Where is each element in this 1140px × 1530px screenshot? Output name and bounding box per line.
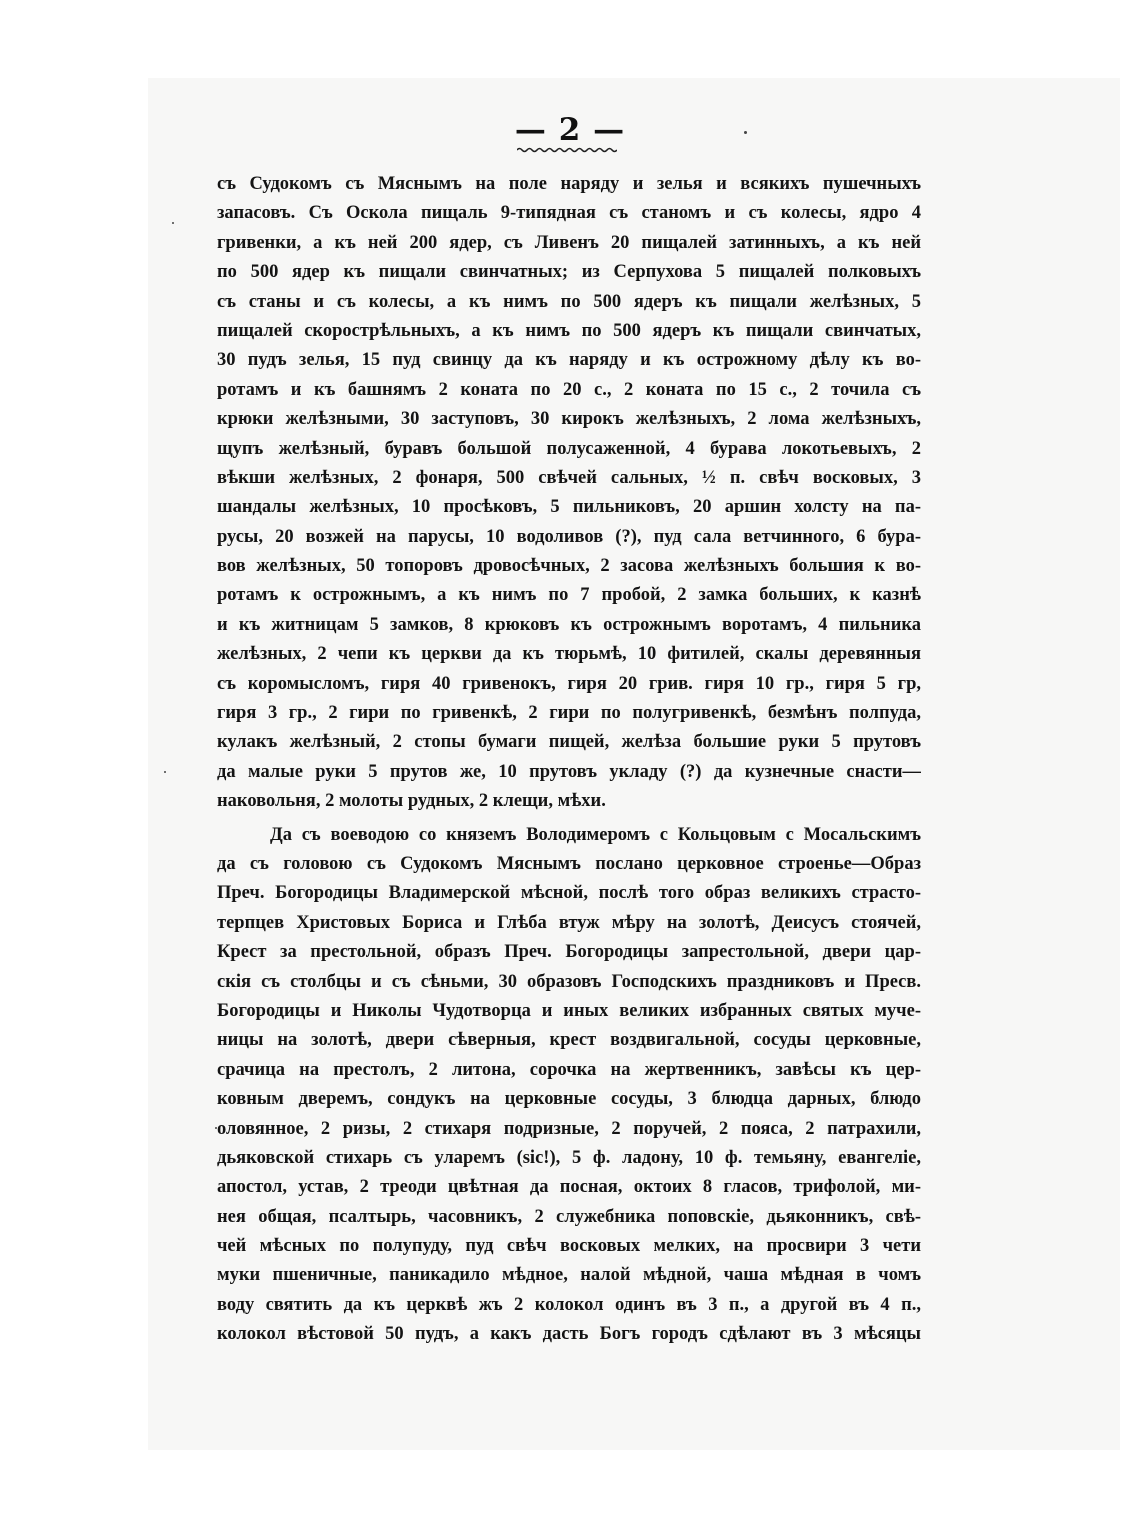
text-line: Богородицы и Николы Чудотворца и иных великих избранных святых муче-	[217, 1000, 921, 1021]
body-text	[217, 170, 921, 1350]
text-line: ротамъ к острожнымъ, а къ нимъ по 7 пробой, 2 замка больших, к казнѣ	[217, 585, 921, 606]
print-speck	[164, 771, 166, 773]
text-line: да малые руки 5 прутов же, 10 прутовъ укладу (?) да кузнечные снасти—	[217, 761, 921, 782]
text-line: кулакъ желѣзный, 2 стопы бумаги пищей, желѣза большие руки 5 прутовъ	[217, 732, 921, 753]
text-line: да съ головою съ Судокомъ Мяснымъ послано церковное строенье—Образ	[217, 853, 921, 874]
page-number: — 2 —	[514, 112, 626, 148]
text-line: ницы на золотѣ, двери сѣверныя, крест воздвигальной, сосуды церковные,	[217, 1030, 921, 1051]
text-line: муки пшеничные, паникадило мѣдное, налой мѣдной, чаша мѣдная в чомъ	[217, 1265, 921, 1286]
text-line: терпцев Христовых Бориса и Глѣба втуж мѣру на золотѣ, Деисусъ стоячей,	[217, 912, 921, 933]
text-line: оловянное, 2 ризы, 2 стихаря подризные, 2 поручей, 2 пояса, 2 патрахили,	[217, 1118, 921, 1139]
text-line: запасовъ. Съ Оскола пищаль 9-типядная съ станомъ и съ колесы, ядро 4	[217, 203, 921, 224]
text-line: пищалей скорострѣльныхъ, а къ нимъ по 500 ядеръ къ пищали свинчатых,	[217, 320, 921, 341]
text-line: нея общая, псалтырь, часовникъ, 2 служебника поповскіе, дьяконникъ, свѣ-	[217, 1206, 921, 1227]
text-line: чей мѣсных по полупуду, пуд свѣч восковых мелких, на просвири 3 чети	[217, 1236, 921, 1257]
text-line: дьяковской стихарь съ уларемъ (sic!), 5 ф. ладону, 10 ф. темьяну, евангеліе,	[217, 1147, 921, 1168]
text-line: срачица на престолъ, 2 литона, сорочка на жертвенникъ, завѣсы къ цер-	[217, 1059, 921, 1080]
text-line: крюки желѣзными, 30 заступовъ, 30 кирокъ желѣзныхъ, 2 лома желѣзныхъ,	[217, 409, 921, 430]
text-line: 30 пудъ зелья, 15 пуд свинцу да къ наряду и къ острожному дѣлу къ во-	[217, 350, 921, 371]
text-line: съ коромысломъ, гиря 40 гривенокъ, гиря 20 грив. гиря 10 гр., гиря 5 гр,	[217, 673, 921, 694]
print-speck	[172, 222, 174, 224]
text-line: по 500 ядер къ пищали свинчатных; из Серпухова 5 пищалей полковыхъ	[217, 262, 921, 283]
print-speck	[744, 131, 747, 134]
text-line: гривенки, а къ ней 200 ядер, съ Ливенъ 20 пищалей затинныхъ, а къ ней	[217, 232, 921, 253]
text-line: воду святить да къ церквѣ жъ 2 колокол одинъ въ 3 п., а другой въ 4 п.,	[217, 1294, 921, 1315]
text-line: съ Судокомъ съ Мяснымъ на поле наряду и зелья и всякихъ пушечныхъ	[217, 174, 921, 194]
text-line: шандалы желѣзных, 10 просѣковъ, 5 пильниковъ, 20 аршин холсту на па-	[217, 497, 921, 518]
text-line: русы, 20 возжей на парусы, 10 водоливов (?), пуд сала ветчинного, 6 бура-	[217, 526, 921, 547]
text-line: ротамъ и къ башнямъ 2 коната по 20 с., 2 коната по 15 с., 2 точила съ	[217, 379, 921, 400]
text-line: щупъ желѣзный, буравъ большой полусаженной, 4 бурава локотьевыхъ, 2	[217, 438, 921, 459]
text-line: съ станы и съ колесы, а къ нимъ по 500 ядеръ къ пищали желѣзных, 5	[217, 291, 921, 312]
wavy-underline-ornament	[517, 146, 617, 154]
text-line: Крест за престольной, образъ Преч. Богородицы запрестольной, двери цар-	[217, 942, 921, 963]
paragraph-inventory	[217, 170, 921, 817]
text-line: скія съ столбцы и съ сѣньми, 30 образовъ Господскихъ праздниковъ и Пресв.	[217, 971, 921, 992]
text-line: желѣзных, 2 чепи къ церкви да къ тюрьмѣ, 10 фитилей, скалы деревянныя	[217, 644, 921, 665]
text-line: вѣкши желѣзных, 2 фонаря, 500 свѣчей сальных, ½ п. свѣч восковых, 3	[217, 467, 921, 488]
text-line: вов желѣзных, 50 топоровъ дровосѣчных, 2 засова желѣзныхъ большия к во-	[217, 556, 921, 577]
paragraph-church-items	[217, 821, 921, 1350]
text-line: ковным дверемъ, сондукъ на церковные сосуды, 3 блюдца дарных, блюдо	[217, 1089, 921, 1110]
text-line: гиря 3 гр., 2 гири по гривенкѣ, 2 гири по полугривенкѣ, безмѣнъ полпуда,	[217, 703, 921, 724]
text-line: Преч. Богородицы Владимерской мѣсной, послѣ того образ великихъ страсто-	[217, 883, 921, 904]
text-line: Да съ воеводою со княземъ Володимеромъ с Кольцовым с Мосальскимъ	[270, 824, 921, 845]
text-line: и къ житницам 5 замков, 8 крюковъ къ острожнымъ воротамъ, 4 пильника	[217, 614, 921, 635]
text-line: апостол, устав, 2 треоди цвѣтная да посная, октоих 8 гласов, трифолой, ми-	[217, 1177, 921, 1198]
text-line: наковольня, 2 молоты рудных, 2 клещи, мѣхи.	[217, 791, 606, 812]
text-line: колокол вѣстовой 50 пудъ, а какъ дасть Богъ городъ сдѣлают въ 3 мѣсяцы	[217, 1324, 921, 1345]
